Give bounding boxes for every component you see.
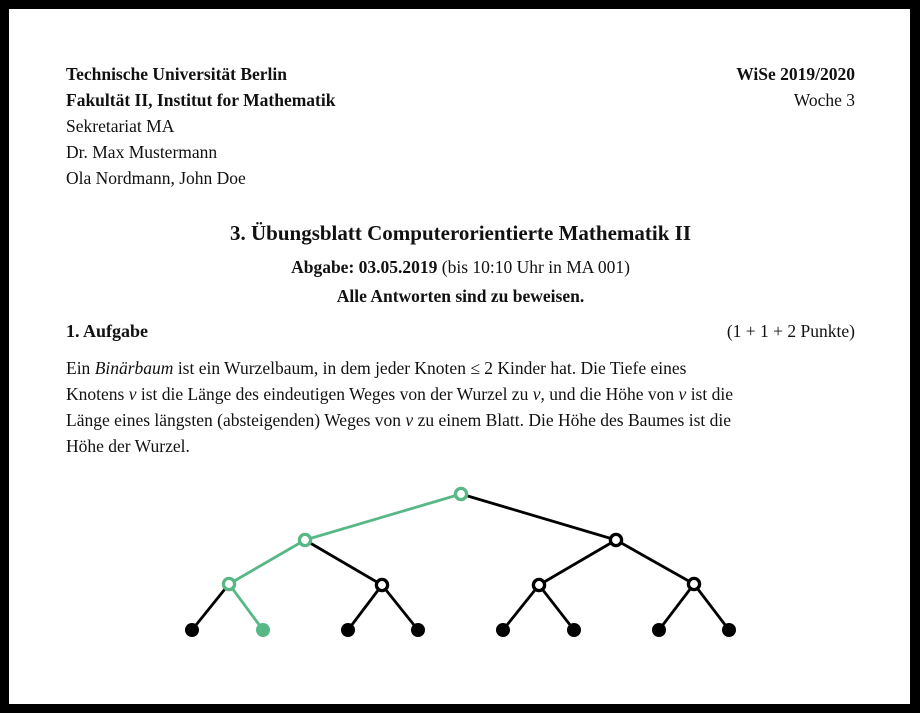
due-date-details: (bis 10:10 Uhr in MA 001) <box>437 257 630 277</box>
paragraph-line <box>66 433 855 459</box>
tree-node-n2a <box>223 578 234 589</box>
text-segment: Ein <box>66 358 95 378</box>
task-paragraph <box>66 355 855 459</box>
text-segment: ist die <box>686 384 733 404</box>
tree-node-leaf6 <box>567 623 581 637</box>
sheet-title: 3. Übungsblatt Computerorientierte Mathematik II <box>230 221 691 245</box>
faculty-name: Fakultät II, Institut for Mathematik <box>66 90 336 110</box>
tree-edge-n2b-leaf4 <box>382 585 418 630</box>
header-left-block <box>66 61 335 191</box>
tree-node-leaf8 <box>722 623 736 637</box>
italic-term: v <box>678 384 687 404</box>
tree-node-leaf7 <box>652 623 666 637</box>
tree-node-n2c <box>533 579 544 590</box>
tree-edge-n2c-leaf6 <box>539 585 574 630</box>
binary-tree-figure <box>151 470 771 642</box>
header-right-block <box>736 61 855 191</box>
due-date-line <box>66 254 855 280</box>
document-page <box>9 9 910 704</box>
task-heading: 1. Aufgabe <box>66 321 149 341</box>
tree-node-n1L <box>299 534 310 545</box>
tree-node-leaf2 <box>256 623 270 637</box>
tree-edge-root-n1R <box>461 494 616 540</box>
text-segment: zu einem Blatt. Die Höhe des Baumes ist die <box>413 410 732 430</box>
tree-node-leaf3 <box>341 623 355 637</box>
week-label: Woche 3 <box>793 90 855 110</box>
paragraph-line <box>66 407 855 433</box>
tree-node-leaf1 <box>185 623 199 637</box>
lecturer-line: Dr. Max Mustermann <box>66 142 218 162</box>
text-segment: ist die Länge des eindeutigen Weges von der Wurzel zu <box>136 384 533 404</box>
tree-node-root <box>455 488 466 499</box>
tree-edge-n2d-leaf8 <box>694 584 729 630</box>
due-date-bold: Abgabe: 03.05.2019 <box>291 257 438 277</box>
university-name: Technische Universität Berlin <box>66 64 288 84</box>
tree-edge-n2a-leaf2 <box>229 584 263 630</box>
proof-note: Alle Antworten sind zu beweisen. <box>336 286 585 306</box>
paragraph-line <box>66 381 855 407</box>
text-segment: Knotens <box>66 384 129 404</box>
document-header <box>66 61 855 191</box>
tree-node-n1R <box>610 534 621 545</box>
italic-term: v <box>532 384 541 404</box>
tree-edge-n2b-leaf3 <box>348 585 382 630</box>
task-points: (1 + 1 + 2 Punkte) <box>726 321 855 341</box>
tree-node-leaf4 <box>411 623 425 637</box>
text-segment: , und die Höhe von <box>540 384 679 404</box>
tree-node-n2d <box>688 578 699 589</box>
secretariat-line: Sekretariat MA <box>66 116 175 136</box>
tree-node-n2b <box>376 579 387 590</box>
tree-edge-n2d-leaf7 <box>659 584 694 630</box>
tree-edge-n1R-n2c <box>539 540 616 585</box>
tree-node-leaf5 <box>496 623 510 637</box>
figure-container <box>66 470 855 642</box>
tree-edge-n1R-n2d <box>616 540 694 584</box>
text-segment: Länge eines längsten (absteigenden) Weges von <box>66 410 406 430</box>
tree-edge-n1L-n2b <box>305 540 382 585</box>
italic-term: v <box>405 410 414 430</box>
tree-edge-root-n1L <box>305 494 461 540</box>
task-header-row <box>66 318 855 344</box>
document-content <box>66 9 855 642</box>
tree-edge-n2a-leaf1 <box>192 584 229 630</box>
tree-edge-n2c-leaf5 <box>503 585 539 630</box>
semester-label: WiSe 2019/2020 <box>736 64 855 84</box>
paragraph-line <box>66 355 855 381</box>
italic-term: v <box>128 384 137 404</box>
italic-term: Binärbaum <box>94 358 174 378</box>
tree-edge-n1L-n2a <box>229 540 305 584</box>
text-segment: ist ein Wurzelbaum, in dem jeder Knoten ≤ 2 Kinder hat. Die Tiefe eines <box>173 358 687 378</box>
text-segment: Höhe der Wurzel. <box>66 436 190 456</box>
assistants-line: Ola Nordmann, John Doe <box>66 168 246 188</box>
